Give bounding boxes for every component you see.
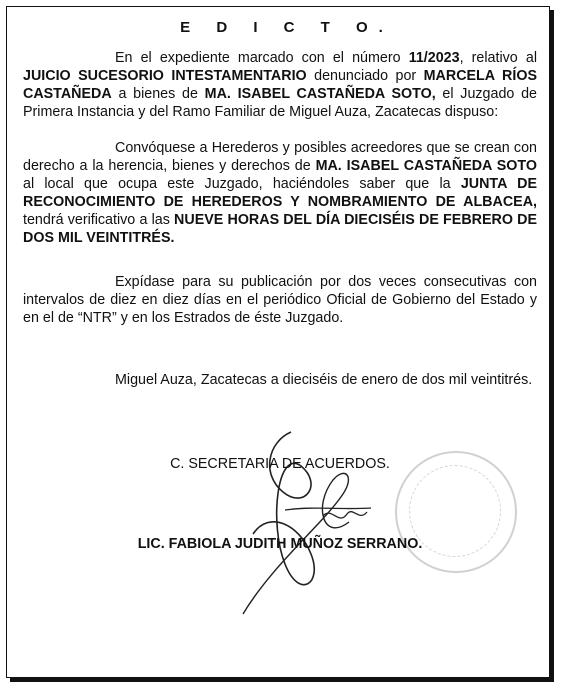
text: tendrá verificativo a las <box>23 212 175 228</box>
claimant-name: MARCELA RÍOS CASTAÑEDA <box>23 68 537 102</box>
text: Convóquese a Herederos y posibles acreedores que se crean con derecho a la herencia, bienes y derechos de <box>23 140 537 174</box>
document-title: E D I C T O. <box>180 19 394 36</box>
deceased-name: MA. ISABEL CASTAÑEDA SOTO, <box>204 86 436 102</box>
paragraph-publicacion: Expídase para su publicación por dos veces consecutivas con intervalos de diez en diez días en el periódico Oficial de Gobierno del Estado y en el de “NTR” y en los Estrados de éste Juzgado. <box>23 274 537 326</box>
case-number: 11/2023 <box>408 50 460 66</box>
text: , relativo al <box>459 50 538 66</box>
hearing-name: JUNTA DE RECONOCIMIENTO DE HEREDEROS Y NOMBRAMIENTO DE ALBACEA, <box>23 176 537 210</box>
paragraph-convocatoria <box>23 139 537 247</box>
text: el Juzgado de Primera Instancia y del Ramo Familiar de Miguel Auza, Zacatecas dispuso: <box>23 86 537 120</box>
document-frame <box>6 6 550 678</box>
handwritten-signature <box>173 414 413 624</box>
paragraph-fecha: Miguel Auza, Zacatecas a dieciséis de enero de dos mil veintitrés. <box>115 372 533 388</box>
paragraph-expediente <box>23 49 537 121</box>
trial-type: JUICIO SUCESORIO INTESTAMENTARIO <box>23 68 307 84</box>
text: En el expediente marcado con el número <box>115 50 409 66</box>
edict-document <box>23 19 538 552</box>
deceased-name: MA. ISABEL CASTAÑEDA SOTO <box>315 158 537 174</box>
signer-name: LIC. FABIOLA JUDITH MUÑOZ SERRANO. <box>137 536 423 552</box>
text: a bienes de <box>111 86 205 102</box>
text: denunciado por <box>306 68 424 84</box>
hearing-date: NUEVE HORAS DEL DÍA DIECISÉIS DE FEBRERO DE DOS MIL VEINTITRÉS. <box>23 212 537 246</box>
text: al local que ocupa este Juzgado, haciéndoles saber que la <box>23 176 461 192</box>
secretary-title: C. SECRETARIA DE ACUERDOS. <box>170 456 390 472</box>
